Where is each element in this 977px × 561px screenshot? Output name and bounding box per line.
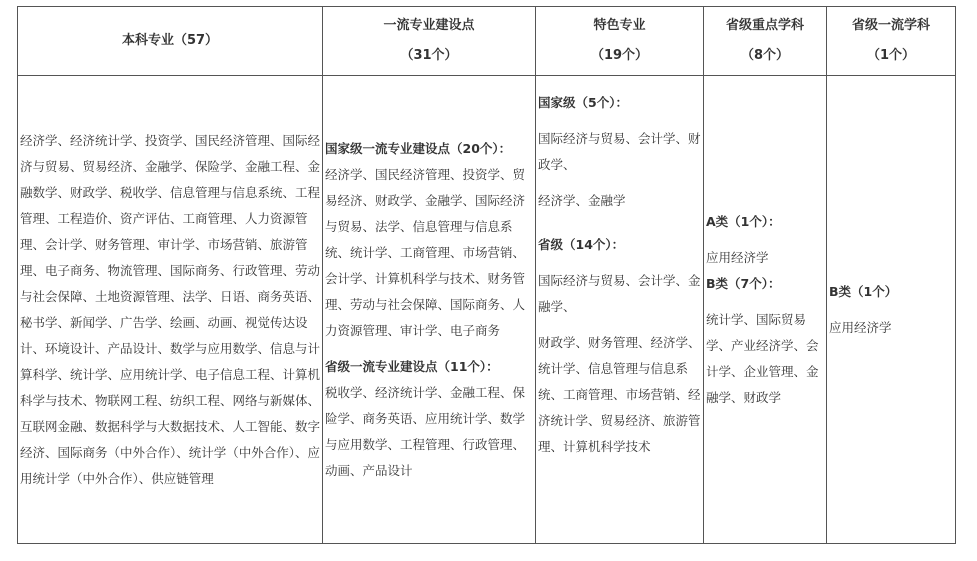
header-title: 省级一流学科 xyxy=(851,18,930,33)
provincial-featured-list-2: 财政学、财务管理、经济学、统计学、信息管理与信息系统、工商管理、市场营销、经济统计学、贸易经济、旅游管理、计算机科学技术 xyxy=(538,335,701,454)
national-first-class-heading: 国家级一流专业建设点（20个）： xyxy=(325,140,512,156)
header-undergraduate-majors xyxy=(18,7,323,76)
header-featured-majors xyxy=(536,7,704,76)
class-b-list: 统计学、国际贸易学、产业经济学、会计学、企业管理、金融学、财政学 xyxy=(706,311,819,405)
header-provincial-first-class-disciplines xyxy=(827,7,956,76)
provincial-featured-heading: 省级（14个）： xyxy=(538,237,625,252)
header-title: 本科专业（57） xyxy=(121,33,219,48)
class-b-list: 应用经济学 xyxy=(829,319,892,335)
featured-majors-cell xyxy=(536,76,704,544)
provincial-first-class-heading: 省级一流专业建设点（11个）： xyxy=(325,358,499,374)
provincial-first-class-list: 税收学、经济统计学、金融工程、保险学、商务英语、应用统计学、数学与应用数学、工程管理、行政管理、动画、产品设计 xyxy=(325,384,526,478)
provincial-first-class-disciplines-cell xyxy=(827,76,956,544)
undergraduate-majors-cell xyxy=(18,76,323,544)
class-b-heading: B类（7个）： xyxy=(706,275,781,291)
class-a-heading: A类（1个）： xyxy=(706,213,781,229)
header-provincial-key-disciplines xyxy=(704,7,827,76)
header-count: （1个） xyxy=(866,48,916,63)
national-featured-list: 国际经济与贸易、会计学、财政学、 xyxy=(538,131,701,172)
disciplines-table xyxy=(17,6,956,544)
class-a-list: 应用经济学 xyxy=(706,249,769,265)
body-row xyxy=(18,76,956,544)
header-first-class-majors xyxy=(323,7,536,76)
header-row xyxy=(18,7,956,76)
national-featured-list-2: 经济学、金融学 xyxy=(538,193,626,208)
class-b-heading: B类（1个） xyxy=(829,283,898,299)
header-title: 省级重点学科 xyxy=(725,18,804,33)
first-class-majors-cell xyxy=(323,76,536,544)
national-featured-heading: 国家级（5个）： xyxy=(538,95,628,110)
provincial-key-disciplines-cell xyxy=(704,76,827,544)
provincial-featured-list: 国际经济与贸易、会计学、金融学、 xyxy=(538,273,701,314)
header-count: （31个） xyxy=(400,48,458,63)
header-title: 特色专业 xyxy=(593,18,646,33)
header-count: （19个） xyxy=(590,48,649,63)
national-first-class-list: 经济学、国民经济管理、投资学、贸易经济、财政学、金融学、国际经济与贸易、法学、信息管理与信息系统、统计学、工商管理、市场营销、会计学、计算机科学与技术、财务管理、劳动与社会保障、国际商务、人力资源管理、审计学、电子商务 xyxy=(325,166,526,338)
header-count: （8个） xyxy=(740,48,790,63)
header-title: 一流专业建设点 xyxy=(383,18,475,33)
undergraduate-majors-list: 经济学、经济统计学、投资学、国民经济管理、国际经济与贸易、贸易经济、金融学、保险学、金融工程、金融数学、财政学、税收学、信息管理与信息系统、工程管理、工程造价、资产评估、工商管理、人力资源管理、会计学、财务管理、审计学、市场营销、旅游管理、电子商务、物流管理、国际商务、行政管理、劳动与社会保障、土地资源管理、法学、日语、商务英语、秘书学、新闻学、广告学、绘画、动画、视觉传达设计、环境设计、产品设计、数学与应用数学、信息与计算科学、统计学、应用统计学、电子信息工程、计算机科学与技术、物联网工程、纺织工程、网络与新媒体、互联网金融、数据科学与大数据技术、人工智能、数字经济、国际商务（中外合作）、统计学（中外合作）、应用统计学（中外合作）、供应链管理 xyxy=(20,132,321,486)
